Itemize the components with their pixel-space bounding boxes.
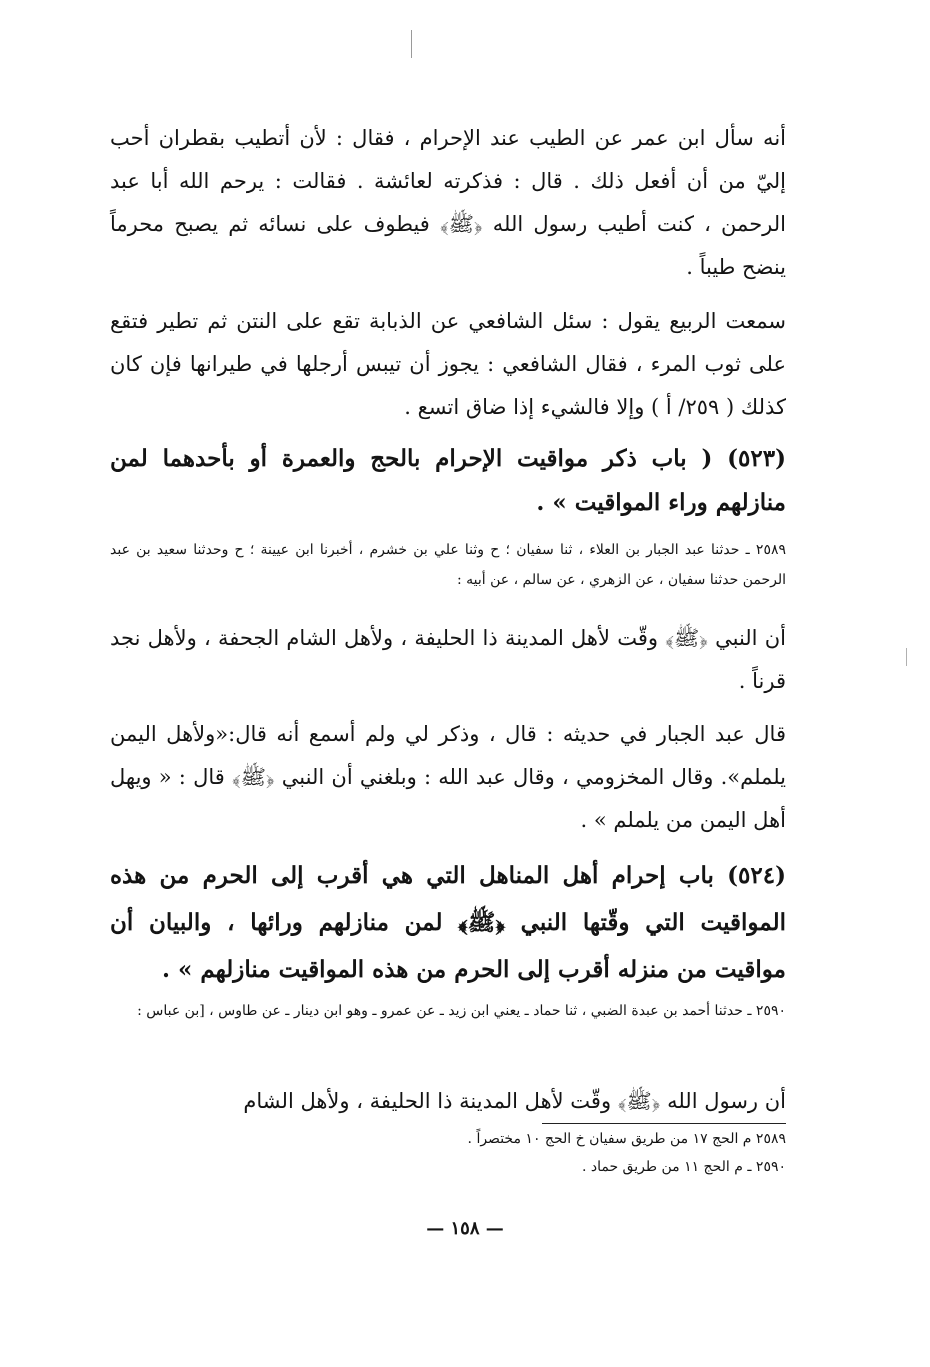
paragraph-abd-al-jabbar-note: قال عبد الجبار في حديثه : قال ، وذكر لي ولم أسمع أنه قال:«ولأهل اليمن يلملم». وقال المخزومي ، وقال عبد الله : وبلغني أن النبي ﴿ﷺ﴾ قال : « ويهل أهل اليمن من يلملم » . bbox=[110, 722, 786, 832]
paragraph-hadith-2590-text: أن رسول الله ﴿ﷺ﴾ وقّت لأهل المدينة ذا الحليفة ، ولأهل الشام bbox=[243, 1089, 786, 1113]
chapter-heading-523: (٥٢٣) ( باب ذكر مواقيت الإحرام بالحج والعمرة أو بأحدهما لمن منازلهم وراء المواقيت » . bbox=[110, 445, 786, 516]
page-number: — ١٥٨ — bbox=[426, 1218, 504, 1239]
footnote-2589: ٢٥٨٩ م الحج ١٧ من طريق سفيان خ الحج ١٠ مختصراً . bbox=[467, 1131, 786, 1147]
footnote-2590: ٢٥٩٠ ـ م الحج ١١ من طريق حماد . bbox=[581, 1159, 786, 1175]
chapter-heading-524: (٥٢٤) باب إحرام أهل المناهل التي هي أقرب إلى الحرم من هذه المواقيت التي وقّتها النبي ﴿ﷺ﴾ لمن منازلهم ورائها ، والبيان أن مواقيت من منزله أقرب إلى الحرم من هذه المواقيت منازلهم » . bbox=[110, 862, 786, 983]
scan-artifact-mark bbox=[411, 30, 412, 58]
footnote-divider bbox=[542, 1123, 786, 1124]
isnad-2589: ٢٥٨٩ ـ حدثنا عبد الجبار بن العلاء ، ثنا سفيان ؛ ح وثنا علي بن خشرم ، أخبرنا ابن عيينة ؛ ح وحدثنا سعيد بن عبد الرحمن حدثنا سفيان ، عن الزهري ، عن سالم ، عن أبيه : bbox=[110, 542, 786, 588]
paragraph-hadith-text: أنه سأل ابن عمر عن الطيب عند الإحرام ، فقال : لأن أتطيب بقطران أحب إليّ من أن أفعل ذلك . قال : فذكرته لعائشة . فقالت : يرحم الله أبا عبد الرحمن ، كنت أطيب رسول الله ﴿ﷺ﴾ فيطوف على نسائه ثم يصبح محرماً ينضح طيباً . bbox=[110, 126, 786, 279]
scan-artifact-mark bbox=[906, 648, 907, 666]
paragraph-rabi-narration: سمعت الربيع يقول : سئل الشافعي عن الذبابة تقع على النتن ثم تطير فتقع على ثوب المرء ، فقال الشافعي : يجوز أن تيبس أرجلها في طيرانها فإن كان كذلك ( ٢٥٩/ أ ) وإلا فالشيء إذا ضاق اتسع . bbox=[110, 309, 786, 419]
paragraph-hadith-2589-text: أن النبي ﴿ﷺ﴾ وقّت لأهل المدينة ذا الحليفة ، ولأهل الشام الجحفة ، ولأهل نجد قرناً . bbox=[110, 626, 786, 693]
footnotes bbox=[110, 1125, 786, 1181]
isnad-2590: ٢٥٩٠ ـ حدثنا أحمد بن عبدة الضبي ، ثنا حماد ـ يعني ابن زيد ـ عن عمرو ـ وهو ابن دينار ـ عن طاوس ، [بن عباس : bbox=[137, 1003, 786, 1019]
